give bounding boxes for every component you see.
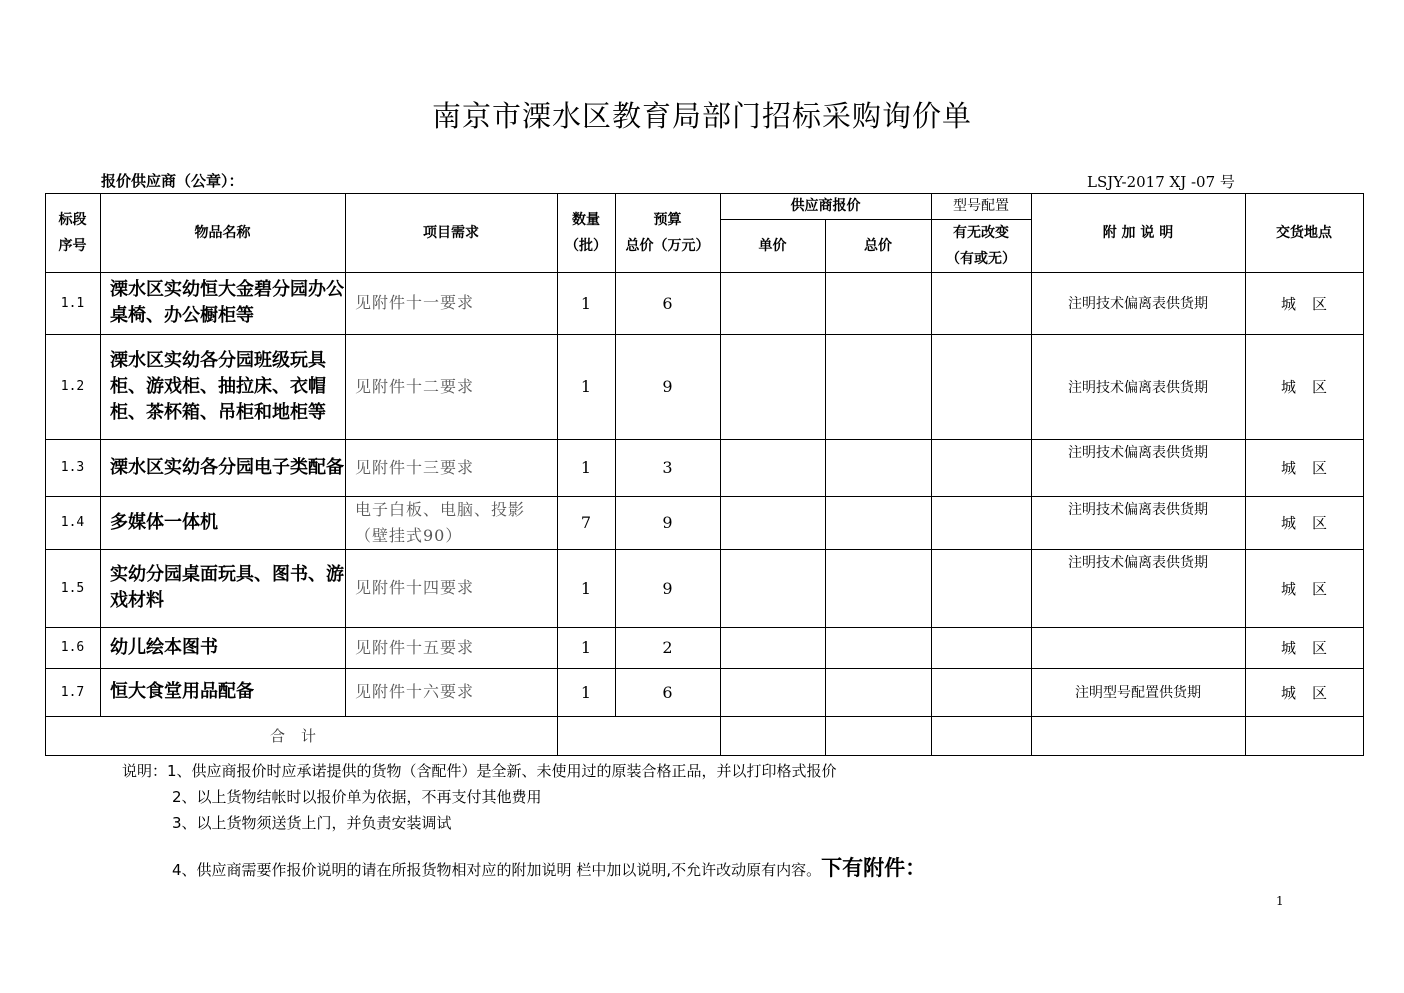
row-name: [100, 549, 345, 627]
row-changed: [931, 272, 1031, 334]
table-gridline: [45, 439, 1364, 440]
header-quantity-line2: （批）: [565, 237, 607, 254]
table-gridline: [1031, 193, 1032, 755]
table-gridline: [931, 193, 932, 755]
table-gridline: [45, 755, 1364, 756]
row-place-text: 城区: [1280, 459, 1343, 477]
row-requirement: [345, 668, 557, 716]
remark-4: [172, 852, 926, 882]
table-gridline: [345, 193, 346, 716]
row-place: [1245, 496, 1363, 549]
row-name-text: 溧水区实幼各分园班级玩具柜、游戏柜、抽拉床、衣帽柜、茶杯箱、吊柜和地柜等: [110, 349, 326, 423]
table-gridline: [45, 193, 46, 756]
row-total-price: [825, 272, 931, 334]
attachment-note: 下有附件：: [821, 856, 927, 880]
row-changed: [931, 439, 1031, 496]
row-note-text: 注明型号配置供货期: [1075, 685, 1201, 701]
header-budget: [615, 193, 720, 272]
row-requirement-text: 电子白板、电脑、投影（壁挂式90）: [355, 499, 526, 545]
doc-number: LSJY-2017 XJ -07 号: [1087, 173, 1235, 191]
row-quantity: [557, 439, 615, 496]
row-seq-text: 1.3: [60, 460, 85, 475]
row-place: [1245, 334, 1363, 439]
header-total-price: [825, 219, 931, 272]
row-note: [1031, 668, 1245, 716]
row-note: [1031, 627, 1245, 668]
header-supplier-quote: [720, 193, 931, 219]
row-place: [1245, 272, 1363, 334]
total-label: [45, 716, 557, 755]
row-unit-price: [720, 334, 825, 439]
row-budget-text: 6: [662, 293, 673, 313]
header-supplier-quote-text: 供应商报价: [790, 198, 861, 214]
row-name: [100, 272, 345, 334]
remark-1: 说明：1、供应商报价时应承诺提供的货物（含配件）是全新、未使用过的原装合格正品，并以打印格式报价: [122, 762, 837, 780]
row-seq-text: 1.4: [60, 515, 85, 530]
row-quantity: [557, 334, 615, 439]
header-budget-line2: 总价（万元）: [625, 237, 710, 254]
row-seq: [45, 272, 100, 334]
header-changed-line2: （有或无）: [946, 250, 1016, 267]
row-changed: [931, 334, 1031, 439]
row-unit-price: [720, 439, 825, 496]
row-requirement: [345, 272, 557, 334]
row-quantity-text: 7: [580, 513, 592, 532]
table-gridline: [557, 193, 558, 755]
row-quantity-text: 1: [580, 578, 592, 598]
row-total-price: [825, 439, 931, 496]
row-unit-price: [720, 496, 825, 549]
row-unit-price: [720, 549, 825, 627]
row-budget: [615, 668, 720, 716]
row-requirement: [345, 549, 557, 627]
row-note: [1031, 549, 1245, 627]
header-unit-price: [720, 219, 825, 272]
table-gridline: [45, 272, 1364, 273]
row-place: [1245, 668, 1363, 716]
table-gridline: [100, 193, 101, 716]
row-budget: [615, 334, 720, 439]
header-additional-text: 附 加 说 明: [1102, 224, 1174, 241]
table-gridline: [45, 496, 1364, 497]
row-place: [1245, 627, 1363, 668]
table-gridline: [45, 334, 1364, 335]
page-number: 1: [1276, 894, 1284, 908]
header-name-text: 物品名称: [194, 224, 251, 241]
header-budget-line1: 预算: [653, 211, 682, 228]
row-requirement-text: 见附件十五要求: [355, 637, 475, 657]
row-budget: [615, 627, 720, 668]
table-gridline: [720, 627, 1364, 628]
row-note: [1031, 334, 1245, 439]
row-note-text: 注明技术偏离表供货期: [1068, 445, 1208, 461]
header-quantity: [557, 193, 615, 272]
row-name: [100, 496, 345, 549]
table-gridline: [45, 193, 1364, 194]
row-name-text: 多媒体一体机: [110, 511, 218, 533]
row-place: [1245, 439, 1363, 496]
row-requirement-text: 见附件十六要求: [355, 682, 475, 701]
header-quantity-line1: 数量: [572, 211, 600, 228]
row-total-price: [825, 668, 931, 716]
row-note-text: 注明技术偏离表供货期: [1068, 502, 1208, 518]
row-quantity: [557, 668, 615, 716]
row-budget: [615, 439, 720, 496]
row-place-text: 城区: [1280, 579, 1343, 598]
row-total-price: [825, 496, 931, 549]
header-model-config: [931, 193, 1031, 219]
header-delivery: [1245, 193, 1363, 272]
row-seq-text: 1.5: [60, 580, 85, 596]
header-seq-line1: 标段: [58, 211, 87, 228]
row-total-price: [825, 549, 931, 627]
row-note: [1031, 496, 1245, 549]
row-total-price: [825, 334, 931, 439]
row-note: [1031, 439, 1245, 496]
row-seq: [45, 668, 100, 716]
row-budget-text: 3: [662, 458, 673, 477]
header-seq: [45, 193, 100, 272]
table-gridline: [720, 193, 721, 755]
row-place-text: 城区: [1280, 294, 1343, 313]
row-quantity-text: 1: [580, 682, 592, 702]
table-gridline: [1363, 193, 1364, 756]
row-name-text: 恒大食堂用品配备: [110, 681, 254, 702]
row-name: [100, 439, 345, 496]
row-name: [100, 668, 345, 716]
row-seq-text: 1.2: [60, 379, 85, 394]
row-budget-text: 2: [662, 638, 673, 657]
row-budget-text: 9: [662, 377, 673, 396]
table-gridline: [45, 716, 1364, 717]
header-total-price-text: 总价: [864, 237, 892, 254]
row-place-text: 城区: [1280, 683, 1343, 702]
header-seq-line2: 序号: [58, 237, 87, 254]
header-unit-price-text: 单价: [758, 237, 787, 254]
row-requirement-text: 见附件十四要求: [355, 578, 475, 597]
table-gridline: [45, 668, 1364, 669]
row-seq-text: 1.1: [60, 295, 85, 311]
row-seq: [45, 549, 100, 627]
row-name-text: 溧水区实幼各分园电子类配备: [110, 456, 344, 478]
row-place-text: 城区: [1280, 639, 1343, 657]
row-changed: [931, 496, 1031, 549]
table-gridline: [45, 549, 1364, 550]
header-delivery-text: 交货地点: [1276, 224, 1332, 241]
row-name-text: 实幼分园桌面玩具、图书、游戏材料: [110, 564, 344, 611]
row-seq-text: 1.7: [60, 684, 85, 700]
row-seq: [45, 627, 100, 668]
row-budget: [615, 272, 720, 334]
row-note: [1031, 272, 1245, 334]
row-budget-text: 9: [662, 578, 673, 598]
header-model-config-text: 型号配置: [953, 198, 1009, 214]
row-name-text: 溧水区实幼恒大金碧分园办公桌椅、办公橱柜等: [110, 279, 344, 326]
row-place-text: 城区: [1280, 514, 1343, 532]
row-requirement: [345, 496, 557, 549]
table-gridline: [615, 193, 616, 716]
row-changed: [931, 668, 1031, 716]
header-requirement-text: 项目需求: [423, 224, 479, 241]
row-quantity: [557, 549, 615, 627]
row-quantity-text: 1: [580, 458, 592, 477]
header-name: [100, 193, 345, 272]
row-unit-price: [720, 627, 825, 668]
row-changed: [931, 549, 1031, 627]
row-unit-price: [720, 668, 825, 716]
row-budget: [615, 496, 720, 549]
row-quantity-text: 1: [580, 293, 592, 313]
row-quantity: [557, 627, 615, 668]
row-note-text: 注明技术偏离表供货期: [1068, 296, 1208, 312]
row-seq-text: 1.6: [60, 640, 85, 655]
table-gridline: [1245, 193, 1246, 755]
header-requirement: [345, 193, 557, 272]
row-total-price: [825, 627, 931, 668]
row-quantity-text: 1: [580, 377, 592, 396]
table-gridline: [45, 627, 720, 628]
page-title: 南京市溧水区教育局部门招标采购询价单: [431, 99, 972, 133]
row-quantity: [557, 272, 615, 334]
row-budget: [615, 549, 720, 627]
supplier-label: 报价供应商（公章）：: [101, 172, 244, 190]
row-requirement-text: 见附件十一要求: [355, 293, 475, 312]
row-seq: [45, 496, 100, 549]
row-requirement: [345, 439, 557, 496]
row-requirement: [345, 627, 557, 668]
row-requirement: [345, 334, 557, 439]
row-budget-text: 9: [662, 513, 673, 532]
row-name: [100, 334, 345, 439]
row-name: [100, 627, 345, 668]
row-place-text: 城区: [1280, 378, 1343, 396]
remark-2: 2、以上货物结帐时以报价单为依据，不再支付其他费用: [172, 788, 542, 806]
row-note-text: 注明技术偏离表供货期: [1068, 555, 1208, 571]
remark-4-text: 4、供应商需要作报价说明的请在所报货物相对应的附加说明 栏中加以说明,不允许改动原有内容。: [172, 861, 822, 879]
row-seq: [45, 334, 100, 439]
header-changed-line1: 有无改变: [953, 224, 1009, 241]
row-changed: [931, 627, 1031, 668]
table-gridline: [720, 219, 1031, 220]
table-gridline: [825, 219, 826, 755]
row-note-text: 注明技术偏离表供货期: [1068, 379, 1208, 396]
row-unit-price: [720, 272, 825, 334]
total-label-text: 合计: [269, 727, 332, 745]
row-requirement-text: 见附件十二要求: [355, 376, 475, 396]
row-quantity-text: 1: [580, 638, 592, 657]
row-name-text: 幼儿绘本图书: [110, 636, 218, 658]
row-place: [1245, 549, 1363, 627]
header-changed: [931, 219, 1031, 272]
row-requirement-text: 见附件十三要求: [355, 457, 475, 477]
header-additional: [1031, 193, 1245, 272]
row-seq: [45, 439, 100, 496]
remark-3: 3、以上货物须送货上门，并负责安装调试: [172, 814, 452, 832]
row-budget-text: 6: [662, 682, 673, 702]
row-quantity: [557, 496, 615, 549]
